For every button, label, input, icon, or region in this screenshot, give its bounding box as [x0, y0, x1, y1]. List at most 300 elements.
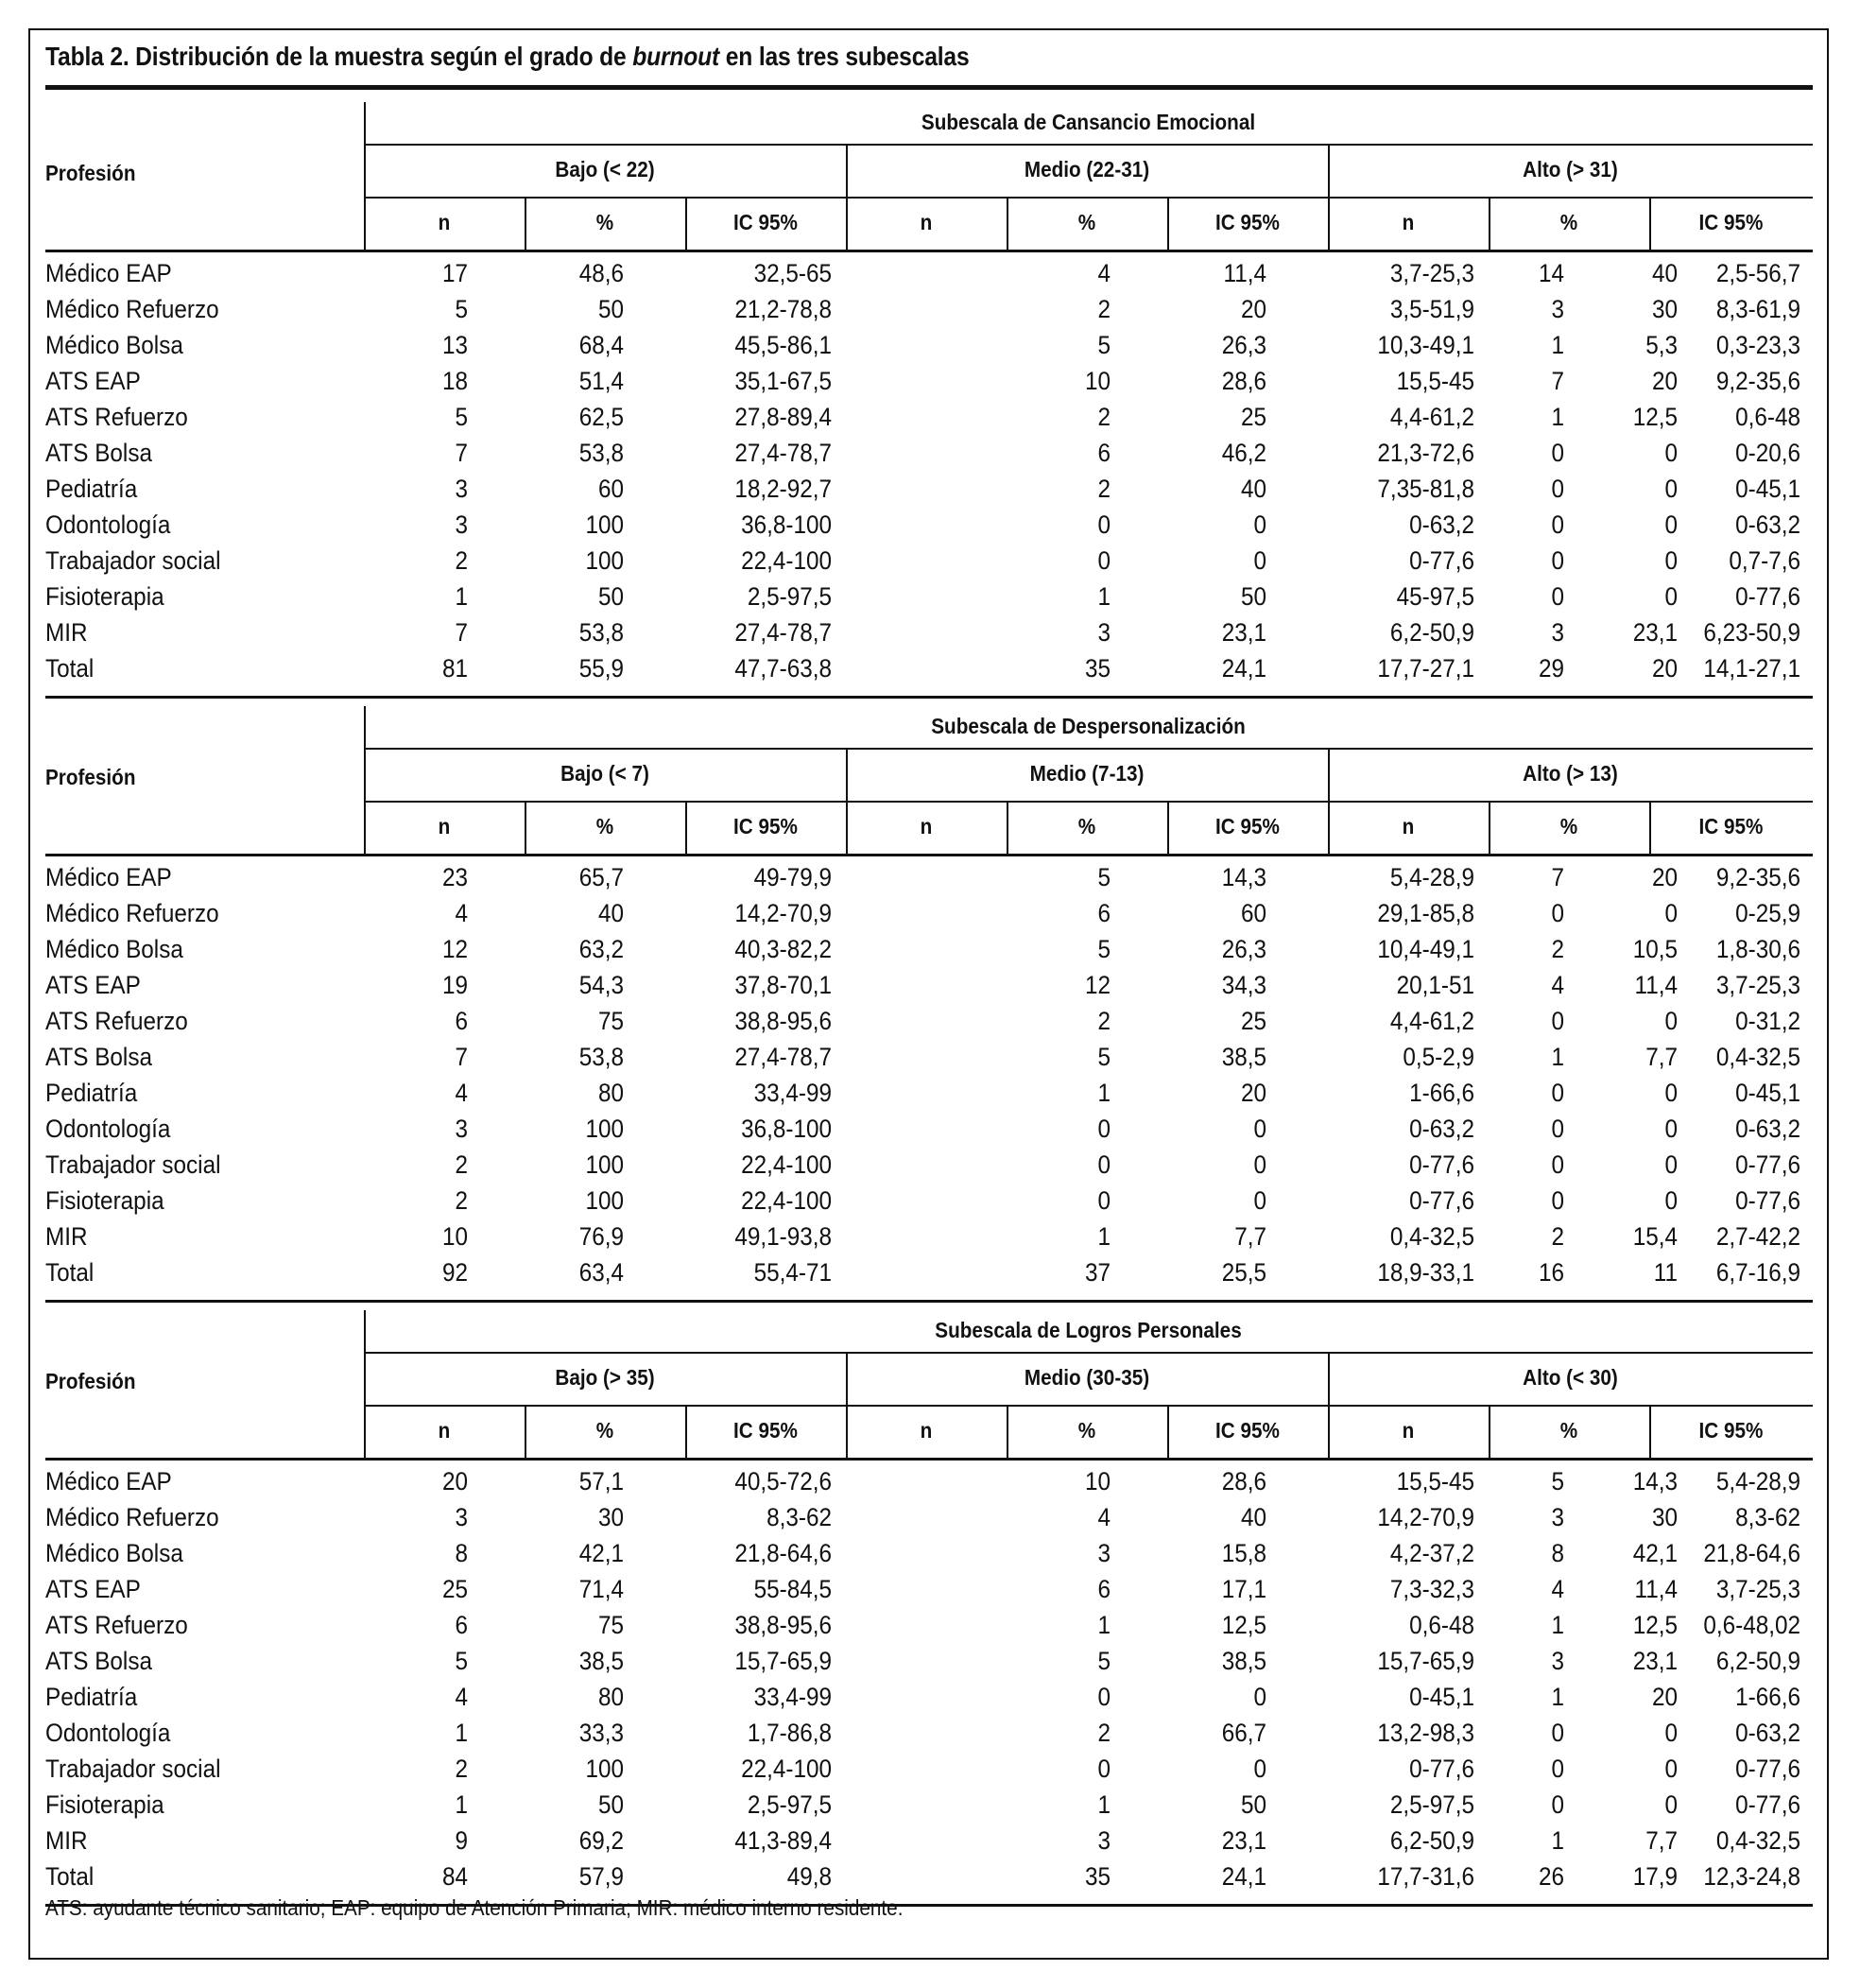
- table-cell: 28,6: [1221, 367, 1266, 395]
- level-header: Alto (< 30): [1523, 1365, 1618, 1390]
- row-label: Médico EAP: [45, 1467, 172, 1495]
- table-cell: 0: [1664, 1755, 1678, 1783]
- table-cell: 2: [455, 1186, 468, 1215]
- column-header: IC 95%: [1698, 210, 1764, 234]
- row-label: Médico Bolsa: [45, 1539, 183, 1567]
- table-cell: 0: [1253, 1186, 1266, 1215]
- section-title-rule: [364, 748, 1813, 750]
- section-bottom-rule: [45, 696, 1813, 699]
- table-cell: 17,9: [1632, 1862, 1678, 1891]
- table-cell: 3: [1551, 1503, 1564, 1531]
- table-cell: 0-31,2: [1735, 1007, 1800, 1035]
- table-cell: 1: [1097, 1611, 1111, 1639]
- table-cell: 4,4-61,2: [1389, 1007, 1474, 1035]
- table-cell: 1,8-30,6: [1715, 935, 1800, 963]
- row-label: Total: [45, 654, 95, 683]
- table-cell: 0: [1097, 1186, 1111, 1215]
- column-header: IC 95%: [1215, 814, 1280, 838]
- row-label: Trabajador social: [45, 1150, 221, 1179]
- table-cell: 1: [1097, 1222, 1111, 1251]
- table-cell: 8,3-62: [1735, 1503, 1800, 1531]
- table-cell: 49,8: [786, 1862, 832, 1891]
- table-cell: 20: [1651, 1683, 1678, 1711]
- table-cell: 3: [455, 1115, 468, 1143]
- table-cell: 0: [1551, 582, 1564, 611]
- column-divider: [525, 801, 526, 854]
- table-cell: 0: [1253, 1150, 1266, 1179]
- table-cell: 6,23-50,9: [1703, 618, 1800, 647]
- table-cell: 27,4-78,7: [734, 618, 832, 647]
- table-cell: 40: [1240, 1503, 1266, 1531]
- column-divider: [685, 197, 687, 250]
- title-italic: burnout: [632, 42, 720, 71]
- footnote: ATS: ayudante técnico sanitario; EAP: equipo de Atención Primaria; MIR: médico interno residente.: [45, 1895, 904, 1920]
- table-cell: 27,8-89,4: [734, 403, 832, 431]
- column-header: %: [1077, 1418, 1096, 1443]
- table-cell: 0-77,6: [1735, 582, 1800, 611]
- table-cell: 36,8-100: [741, 1115, 832, 1143]
- table-cell: 66,7: [1221, 1719, 1266, 1747]
- table-cell: 5,4-28,9: [1389, 863, 1474, 891]
- table-cell: 25: [441, 1575, 468, 1603]
- table-cell: 23,1: [1221, 1826, 1266, 1855]
- table-cell: 0: [1253, 546, 1266, 575]
- column-divider: [1007, 197, 1008, 250]
- table-cell: 3: [1097, 1826, 1111, 1855]
- table-cell: 0: [1664, 1007, 1678, 1035]
- column-divider: [1489, 801, 1490, 854]
- table-cell: 81: [441, 654, 468, 683]
- table-cell: 53,8: [578, 1043, 624, 1071]
- row-label: Total: [45, 1258, 95, 1287]
- table-cell: 1: [455, 1790, 468, 1819]
- table-cell: 38,5: [1221, 1647, 1266, 1675]
- table-cell: 0-77,6: [1735, 1186, 1800, 1215]
- table-cell: 65,7: [578, 863, 624, 891]
- table-cell: 0-77,6: [1735, 1150, 1800, 1179]
- column-header: %: [1559, 210, 1578, 234]
- table-cell: 22,4-100: [741, 546, 832, 575]
- table-cell: 40: [1651, 259, 1678, 287]
- table-cell: 7,7: [1234, 1222, 1266, 1251]
- table-cell: 14,1-27,1: [1703, 654, 1800, 683]
- table-cell: 23,1: [1632, 618, 1678, 647]
- table-cell: 3,7-25,3: [1715, 971, 1800, 999]
- table-cell: 15,7-65,9: [734, 1647, 832, 1675]
- column-divider: [1167, 197, 1169, 250]
- table-cell: 0,6-48: [1735, 403, 1800, 431]
- table-cell: 46,2: [1221, 439, 1266, 467]
- table-cell: 20: [441, 1467, 468, 1495]
- table-cell: 50: [1240, 582, 1266, 611]
- table-cell: 63,4: [578, 1258, 624, 1287]
- table-cell: 0-20,6: [1735, 439, 1800, 467]
- column-header: %: [1077, 814, 1096, 838]
- table-cell: 1: [1097, 1790, 1111, 1819]
- row-label: Odontología: [45, 1719, 171, 1747]
- table-cell: 20: [1651, 654, 1678, 683]
- table-cell: 0-63,2: [1409, 1115, 1474, 1143]
- table-cell: 55-84,5: [753, 1575, 832, 1603]
- row-label: Total: [45, 1862, 95, 1891]
- table-cell: 57,9: [578, 1862, 624, 1891]
- table-cell: 35,1-67,5: [734, 367, 832, 395]
- column-header-rule: [45, 854, 1813, 856]
- column-header: %: [1077, 210, 1096, 234]
- table-cell: 0-63,2: [1409, 510, 1474, 539]
- column-header: %: [1559, 1418, 1578, 1443]
- table-cell: 6,2-50,9: [1389, 618, 1474, 647]
- column-divider: [1167, 1405, 1169, 1458]
- table-cell: 57,1: [578, 1467, 624, 1495]
- table-cell: 15,5-45: [1396, 1467, 1474, 1495]
- table-cell: 12,5: [1221, 1611, 1266, 1639]
- table-cell: 7,7: [1645, 1043, 1678, 1071]
- section-title: Subescala de Despersonalización: [931, 714, 1246, 738]
- table-cell: 2,5-97,5: [1389, 1790, 1474, 1819]
- column-divider: [1489, 1405, 1490, 1458]
- table-cell: 4: [1551, 1575, 1564, 1603]
- table-cell: 18,2-92,7: [734, 475, 832, 503]
- table-cell: 10,5: [1632, 935, 1678, 963]
- table-cell: 4: [1097, 259, 1111, 287]
- column-divider: [1489, 197, 1490, 250]
- table-cell: 0: [1253, 1115, 1266, 1143]
- column-header: n: [920, 1418, 933, 1443]
- table-cell: 4: [455, 1683, 468, 1711]
- table-cell: 34,3: [1221, 971, 1266, 999]
- table-cell: 33,4-99: [753, 1683, 832, 1711]
- table-cell: 14,2-70,9: [734, 899, 832, 927]
- table-cell: 15,4: [1632, 1222, 1678, 1251]
- row-label: Pediatría: [45, 475, 138, 503]
- table-cell: 68,4: [578, 331, 624, 359]
- table-cell: 8,3-62: [766, 1503, 832, 1531]
- table-cell: 2,5-56,7: [1715, 259, 1800, 287]
- row-label: Odontología: [45, 510, 171, 539]
- row-label: Trabajador social: [45, 546, 221, 575]
- profession-header: Profesión: [45, 765, 136, 789]
- table-cell: 3,7-25,3: [1389, 259, 1474, 287]
- table-cell: 0-77,6: [1409, 1150, 1474, 1179]
- table-cell: 30: [1651, 1503, 1678, 1531]
- table-cell: 40,5-72,6: [734, 1467, 832, 1495]
- column-header: n: [920, 814, 933, 838]
- group-divider: [364, 1310, 366, 1458]
- table-cell: 0,5-2,9: [1403, 1043, 1474, 1071]
- table-cell: 2: [1097, 475, 1111, 503]
- table-cell: 16: [1538, 1258, 1564, 1287]
- table-cell: 0: [1664, 1186, 1678, 1215]
- table-cell: 12,5: [1632, 1611, 1678, 1639]
- table-cell: 14,2-70,9: [1377, 1503, 1474, 1531]
- table-cell: 100: [585, 546, 624, 575]
- table-cell: 1: [1097, 1079, 1111, 1107]
- level-header: Medio (7-13): [1029, 761, 1145, 786]
- table-cell: 25: [1240, 1007, 1266, 1035]
- table-cell: 4,2-37,2: [1389, 1539, 1474, 1567]
- row-label: Médico Refuerzo: [45, 899, 219, 927]
- column-divider: [1649, 197, 1651, 250]
- table-cell: 11,4: [1634, 971, 1678, 999]
- table-cell: 1: [1551, 1611, 1564, 1639]
- table-cell: 21,2-78,8: [734, 295, 832, 323]
- column-divider: [525, 197, 526, 250]
- table-cell: 0: [1097, 1755, 1111, 1783]
- table-cell: 23,1: [1632, 1647, 1678, 1675]
- table-cell: 49,1-93,8: [734, 1222, 832, 1251]
- table-cell: 55,9: [578, 654, 624, 683]
- table-cell: 35: [1084, 1862, 1111, 1891]
- table-cell: 4: [455, 1079, 468, 1107]
- column-divider: [1007, 1405, 1008, 1458]
- column-header: IC 95%: [1215, 210, 1280, 234]
- table-cell: 2,5-97,5: [747, 1790, 832, 1819]
- table-cell: 0: [1551, 439, 1564, 467]
- table-cell: 14,3: [1221, 863, 1266, 891]
- table-cell: 47,7-63,8: [734, 654, 832, 683]
- table-cell: 17,7-31,6: [1377, 1862, 1474, 1891]
- table-cell: 0: [1253, 1755, 1266, 1783]
- table-cell: 0: [1551, 1115, 1564, 1143]
- table-cell: 28,6: [1221, 1467, 1266, 1495]
- table-cell: 6: [455, 1007, 468, 1035]
- table-cell: 1-66,6: [1735, 1683, 1800, 1711]
- column-divider: [525, 1405, 526, 1458]
- table-cell: 2: [1097, 295, 1111, 323]
- table-cell: 9: [455, 1826, 468, 1855]
- table-cell: 0: [1097, 510, 1111, 539]
- group-divider: [1328, 1352, 1330, 1458]
- table-cell: 1: [1551, 1043, 1564, 1071]
- section-title: Subescala de Cansancio Emocional: [921, 110, 1256, 134]
- row-label: ATS Refuerzo: [45, 1611, 188, 1639]
- table-cell: 53,8: [578, 439, 624, 467]
- column-header: n: [1402, 814, 1415, 838]
- table-cell: 20: [1240, 1079, 1266, 1107]
- table-cell: 4: [455, 899, 468, 927]
- table-cell: 7,7: [1645, 1826, 1678, 1855]
- table-cell: 6: [1097, 439, 1111, 467]
- table-cell: 50: [597, 295, 624, 323]
- row-label: Pediatría: [45, 1683, 138, 1711]
- table-cell: 2: [1097, 1719, 1111, 1747]
- table-cell: 0-77,6: [1735, 1755, 1800, 1783]
- table-cell: 5,4-28,9: [1715, 1467, 1800, 1495]
- table-cell: 15,8: [1221, 1539, 1266, 1567]
- table-cell: 12: [1084, 971, 1111, 999]
- profession-header: Profesión: [45, 1369, 136, 1393]
- table-cell: 1: [1551, 1683, 1564, 1711]
- table-cell: 6,2-50,9: [1715, 1647, 1800, 1675]
- table-cell: 0-63,2: [1735, 1719, 1800, 1747]
- table-cell: 100: [585, 1186, 624, 1215]
- table-cell: 3: [1551, 1647, 1564, 1675]
- column-header: IC 95%: [733, 210, 798, 234]
- table-cell: 38,8-95,6: [734, 1007, 832, 1035]
- section-title-rule: [364, 1352, 1813, 1354]
- table-cell: 7: [455, 439, 468, 467]
- table-cell: 0: [1664, 1115, 1678, 1143]
- table-cell: 0-77,6: [1735, 1790, 1800, 1819]
- table-cell: 0: [1253, 1683, 1266, 1711]
- table-cell: 22,4-100: [741, 1186, 832, 1215]
- table-cell: 0: [1097, 546, 1111, 575]
- table-cell: 10: [1084, 367, 1111, 395]
- column-divider: [1167, 801, 1169, 854]
- table-cell: 40: [597, 899, 624, 927]
- table-cell: 0-45,1: [1409, 1683, 1474, 1711]
- table-cell: 0: [1551, 546, 1564, 575]
- table-cell: 20,1-51: [1396, 971, 1474, 999]
- table-cell: 37,8-70,1: [734, 971, 832, 999]
- level-header: Bajo (> 35): [555, 1365, 655, 1390]
- table-cell: 33,3: [578, 1719, 624, 1747]
- table-cell: 5: [1097, 863, 1111, 891]
- table-cell: 12,5: [1632, 403, 1678, 431]
- column-header: n: [438, 210, 451, 234]
- table-cell: 62,5: [578, 403, 624, 431]
- table-cell: 5: [1097, 1043, 1111, 1071]
- table-cell: 3: [1551, 618, 1564, 647]
- table-cell: 42,1: [1632, 1539, 1678, 1567]
- row-label: Pediatría: [45, 1079, 138, 1107]
- table-cell: 1-66,6: [1409, 1079, 1474, 1107]
- table-cell: 14: [1538, 259, 1564, 287]
- level-header-rule: [364, 801, 1813, 803]
- row-label: ATS Bolsa: [45, 439, 153, 467]
- table-cell: 3: [455, 510, 468, 539]
- table-cell: 0-45,1: [1735, 475, 1800, 503]
- table-cell: 0: [1551, 1719, 1564, 1747]
- column-divider: [685, 1405, 687, 1458]
- table-cell: 8: [1551, 1539, 1564, 1567]
- table-cell: 50: [597, 1790, 624, 1819]
- row-label: Médico EAP: [45, 863, 172, 891]
- table-cell: 2: [1097, 1007, 1111, 1035]
- row-label: MIR: [45, 1826, 88, 1855]
- table-cell: 0-63,2: [1735, 510, 1800, 539]
- table-cell: 0: [1551, 510, 1564, 539]
- table-cell: 5: [455, 295, 468, 323]
- group-divider: [364, 102, 366, 250]
- table-cell: 27,4-78,7: [734, 1043, 832, 1071]
- table-cell: 50: [1240, 1790, 1266, 1819]
- table-cell: 1: [1097, 582, 1111, 611]
- group-divider: [1328, 748, 1330, 854]
- group-divider: [1328, 144, 1330, 250]
- level-header: Alto (> 31): [1523, 157, 1618, 182]
- table-cell: 100: [585, 510, 624, 539]
- table-cell: 37: [1084, 1258, 1111, 1287]
- table-cell: 8,3-61,9: [1715, 295, 1800, 323]
- table-cell: 22,4-100: [741, 1150, 832, 1179]
- table-cell: 80: [597, 1079, 624, 1107]
- table-cell: 2: [1097, 403, 1111, 431]
- table-cell: 42,1: [578, 1539, 624, 1567]
- table-cell: 17,1: [1221, 1575, 1266, 1603]
- column-header: n: [1402, 210, 1415, 234]
- table-cell: 0: [1551, 1079, 1564, 1107]
- row-label: Fisioterapia: [45, 1790, 164, 1819]
- table-cell: 0: [1097, 1683, 1111, 1711]
- table-cell: 7,35-81,8: [1377, 475, 1474, 503]
- table-cell: 21,3-72,6: [1377, 439, 1474, 467]
- table-cell: 40,3-82,2: [734, 935, 832, 963]
- table-cell: 76,9: [578, 1222, 624, 1251]
- table-cell: 3: [455, 475, 468, 503]
- table-cell: 17,7-27,1: [1377, 654, 1474, 683]
- row-label: Trabajador social: [45, 1755, 221, 1783]
- table-cell: 1: [1551, 1826, 1564, 1855]
- table-cell: 0: [1664, 899, 1678, 927]
- table-cell: 7: [455, 1043, 468, 1071]
- table-cell: 11: [1653, 1258, 1678, 1287]
- column-divider: [1007, 801, 1008, 854]
- row-label: ATS EAP: [45, 367, 141, 395]
- table-cell: 0: [1664, 1079, 1678, 1107]
- row-label: Médico Refuerzo: [45, 295, 219, 323]
- table-cell: 29: [1538, 654, 1564, 683]
- table-cell: 60: [597, 475, 624, 503]
- row-label: Médico Bolsa: [45, 331, 183, 359]
- table-cell: 6: [1097, 1575, 1111, 1603]
- table-cell: 0: [1664, 1790, 1678, 1819]
- table-cell: 5: [1097, 1647, 1111, 1675]
- row-label: ATS Refuerzo: [45, 1007, 188, 1035]
- table-cell: 0,4-32,5: [1715, 1043, 1800, 1071]
- group-divider: [846, 144, 848, 250]
- table-cell: 0: [1664, 546, 1678, 575]
- table-cell: 0: [1253, 510, 1266, 539]
- column-divider: [1649, 1405, 1651, 1458]
- table-cell: 26: [1538, 1862, 1564, 1891]
- table-cell: 36,8-100: [741, 510, 832, 539]
- table-cell: 0-77,6: [1409, 546, 1474, 575]
- table-cell: 2,5-97,5: [747, 582, 832, 611]
- profession-header: Profesión: [45, 161, 136, 185]
- table-cell: 10,4-49,1: [1377, 935, 1474, 963]
- table-cell: 5: [1097, 935, 1111, 963]
- row-label: Médico Bolsa: [45, 935, 183, 963]
- row-label: ATS Bolsa: [45, 1043, 153, 1071]
- table-cell: 0,4-32,5: [1389, 1222, 1474, 1251]
- table-cell: 19: [441, 971, 468, 999]
- table-cell: 0,4-32,5: [1715, 1826, 1800, 1855]
- table-cell: 1: [1551, 331, 1564, 359]
- table-cell: 0: [1551, 1755, 1564, 1783]
- column-divider: [685, 801, 687, 854]
- table-cell: 23,1: [1221, 618, 1266, 647]
- column-header: n: [920, 210, 933, 234]
- column-header: IC 95%: [1215, 1418, 1280, 1443]
- table-cell: 75: [597, 1611, 624, 1639]
- table-cell: 0: [1664, 439, 1678, 467]
- table-cell: 23: [441, 863, 468, 891]
- table-cell: 13,2-98,3: [1377, 1719, 1474, 1747]
- table-cell: 2,7-42,2: [1715, 1222, 1800, 1251]
- table-cell: 69,2: [578, 1826, 624, 1855]
- row-label: Médico EAP: [45, 259, 172, 287]
- table-cell: 63,2: [578, 935, 624, 963]
- table-cell: 12: [441, 935, 468, 963]
- table-cell: 2: [455, 546, 468, 575]
- table-cell: 10: [441, 1222, 468, 1251]
- table-cell: 1: [455, 582, 468, 611]
- level-header: Medio (30-35): [1024, 1365, 1150, 1390]
- table-cell: 10,3-49,1: [1377, 331, 1474, 359]
- table-cell: 5: [1097, 331, 1111, 359]
